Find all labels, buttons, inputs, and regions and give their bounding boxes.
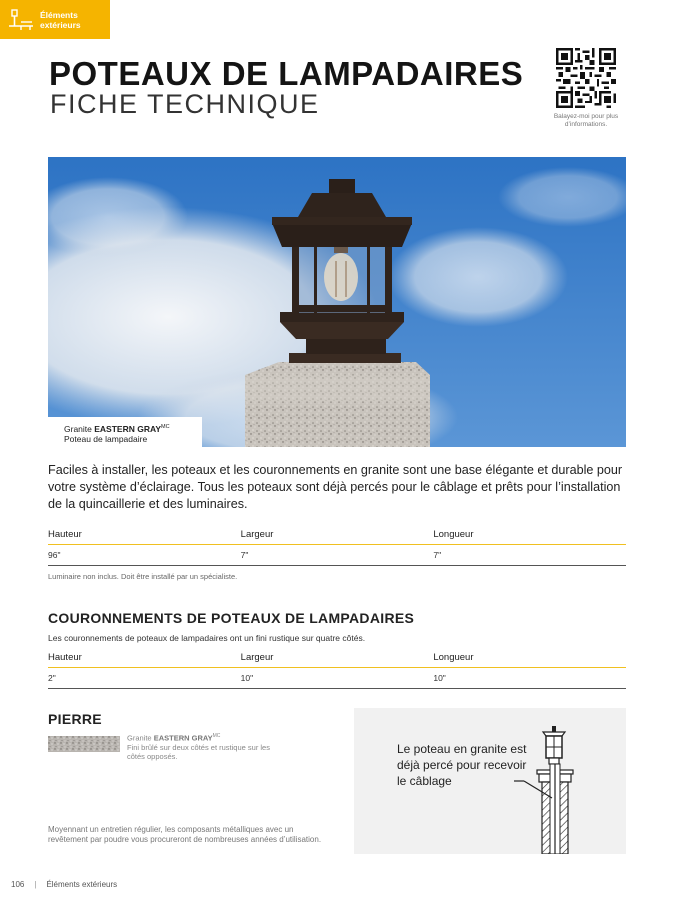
- granite-swatch: [48, 736, 120, 752]
- caption-product: Poteau de lampadaire: [64, 433, 148, 444]
- table-header: [48, 648, 626, 668]
- header-length: Longueur: [433, 652, 474, 663]
- post-spec-table: [48, 525, 626, 566]
- page-title: POTEAUX DE LAMPADAIRES: [49, 55, 524, 92]
- header-width: Largeur: [240, 529, 274, 540]
- stone-prefix: Granite: [127, 733, 154, 743]
- page-footer: 106 | Éléments extérieurs: [11, 880, 118, 889]
- stone-brand: EASTERN GRAY: [153, 733, 213, 743]
- header-height: Hauteur: [48, 652, 82, 663]
- maintenance-note: Moyennant un entretien régulier, les composants métalliques avec un revêtement par poudre vous procureront de nombreuses années d’utilisation.: [48, 825, 322, 844]
- post-cross-section-drawing: [354, 708, 626, 854]
- caps-heading: COURONNEMENTS DE POTEAUX DE LAMPADAIRES: [48, 610, 415, 626]
- caption-prefix: Granite: [64, 423, 95, 434]
- table-row: [48, 545, 626, 566]
- stone-heading: PIERRE: [48, 711, 102, 727]
- stone-description: [127, 732, 287, 761]
- page-number: 106: [11, 880, 25, 889]
- intro-paragraph: Faciles à installer, les poteaux et les couronnements en granite sont une base élégante et durable pour votre système d’éclairage. Tous les poteaux sont déjà percés pour le câblage et prêts pour l’installation de la quincaillerie et des luminaires.: [48, 463, 623, 511]
- header-length: Longueur: [433, 529, 474, 540]
- value-width: 7": [240, 550, 249, 560]
- hero-caption: [48, 417, 202, 447]
- caps-description: Les couronnements de poteaux de lampadaires ont un fini rustique sur quatre côtés.: [48, 633, 366, 643]
- diagram-label: Le poteau en granite est déjà percé pour recevoir le câblage: [397, 742, 527, 788]
- table-row: [48, 668, 626, 689]
- footer-section: Éléments extérieurs: [46, 880, 118, 889]
- category-label: Éléments extérieurs: [40, 9, 81, 30]
- value-length: 7": [433, 550, 442, 560]
- value-height: 96": [48, 550, 61, 560]
- stone-trademark: MC: [212, 733, 221, 739]
- wiring-diagram: [354, 708, 626, 854]
- install-note: Luminaire non inclus. Doit être installé par un spécialiste.: [48, 572, 238, 581]
- hero-photo: [48, 157, 626, 447]
- caption-trademark: MC: [161, 424, 170, 430]
- page-subtitle: FICHE TECHNIQUE: [50, 89, 320, 119]
- header-width: Largeur: [240, 652, 274, 663]
- table-header: [48, 525, 626, 545]
- value-length: 10": [433, 673, 446, 683]
- stone-finish: Fini brûlé sur deux côtés et rustique sur les côtés opposés.: [127, 742, 270, 761]
- header-height: Hauteur: [48, 529, 82, 540]
- value-height: 2": [48, 673, 56, 683]
- category-tab: [0, 0, 110, 39]
- caps-spec-table: [48, 648, 626, 689]
- lamp-post-icon: [8, 8, 34, 32]
- caption-brand: EASTERN GRAY: [94, 423, 162, 434]
- qr-code[interactable]: [556, 48, 616, 108]
- qr-caption: Balayez-moi pour plus d’informations.: [553, 113, 619, 128]
- value-width: 10": [240, 673, 254, 683]
